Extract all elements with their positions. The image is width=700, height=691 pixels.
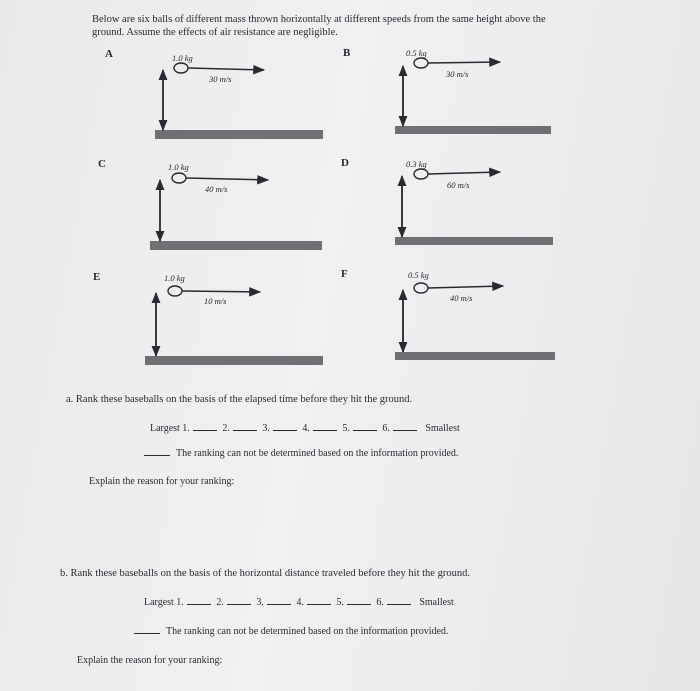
velocity-arrow-f [428, 286, 503, 288]
ground-c [150, 241, 322, 250]
not-determined-blank-b[interactable] [134, 624, 160, 634]
mass-d: 0.3 kg [406, 159, 427, 169]
ground-a [155, 130, 323, 139]
largest-label-b: Largest 1. [144, 597, 184, 608]
mass-b: 0.5 kg [406, 48, 427, 58]
diagram-d [395, 169, 553, 245]
mass-f: 0.5 kg [408, 270, 429, 280]
speed-a: 30 m/s [209, 74, 232, 84]
ball-b [414, 58, 428, 68]
mass-e: 1.0 kg [164, 273, 185, 283]
speed-f: 40 m/s [450, 293, 473, 303]
ball-e [168, 286, 182, 296]
rank-a-4-blank[interactable] [313, 421, 337, 431]
rank-a-3-blank[interactable] [273, 421, 297, 431]
explain-label-a: Explain the reason for your ranking: [89, 476, 235, 487]
ground-d [395, 237, 553, 245]
smallest-label-b: Smallest [419, 597, 454, 608]
ground-f [395, 352, 555, 360]
label-c: C [98, 158, 106, 170]
not-determined-row-a: The ranking can not be determined based on the information provided. [144, 446, 458, 459]
smallest-label-a: Smallest [425, 423, 460, 434]
mass-a: 1.0 kg [172, 53, 193, 63]
rank-a-1-blank[interactable] [193, 421, 217, 431]
velocity-arrow-c [186, 178, 268, 180]
rank-b-1-blank[interactable] [187, 595, 211, 605]
speed-c: 40 m/s [205, 184, 228, 194]
question-b: b. Rank these baseballs on the basis of the horizontal distance traveled before they hit the ground. [60, 568, 470, 579]
rank-b-4-blank[interactable] [307, 595, 331, 605]
velocity-arrow-a [188, 68, 264, 70]
question-a: a. Rank these baseballs on the basis of the elapsed time before they hit the ground. [66, 394, 413, 405]
rank-b-3-blank[interactable] [267, 595, 291, 605]
velocity-arrow-d [428, 172, 500, 174]
label-f: F [341, 268, 348, 280]
label-b: B [343, 47, 351, 59]
mass-c: 1.0 kg [168, 162, 189, 172]
label-a: A [105, 48, 113, 60]
rank-b-5-blank[interactable] [347, 595, 371, 605]
ranking-row-a: Largest 1. 2. 3. 4. 5. 6. Smallest [150, 423, 460, 434]
diagram-e [145, 286, 323, 365]
ball-d [414, 169, 428, 179]
diagram-a [155, 63, 323, 139]
not-determined-blank-a[interactable] [144, 446, 170, 456]
rank-b-2-blank[interactable] [227, 595, 251, 605]
label-e: E [93, 271, 101, 283]
rank-a-2-blank[interactable] [233, 421, 257, 431]
not-determined-row-b: The ranking can not be determined based on the information provided. [134, 624, 448, 637]
velocity-arrow-e [182, 291, 260, 292]
ranking-row-b: Largest 1. 2. 3. 4. 5. 6. Smallest [144, 597, 454, 608]
ground-b [395, 126, 551, 134]
velocity-arrow-b [428, 62, 500, 63]
diagram-c [150, 173, 322, 250]
explain-label-b: Explain the reason for your ranking: [77, 655, 223, 666]
diagram-f [395, 283, 555, 360]
speed-e: 10 m/s [204, 296, 227, 306]
largest-label-a: Largest 1. [150, 423, 190, 434]
ball-a [174, 63, 188, 73]
rank-a-5-blank[interactable] [353, 421, 377, 431]
intro-text: Below are six balls of different mass thrown horizontally at different speeds from the same height above the ground. Assume the effects of air resistance are negligible. [92, 14, 546, 38]
diagram-b [395, 58, 551, 134]
ball-f [414, 283, 428, 293]
speed-b: 30 m/s [446, 69, 469, 79]
rank-a-6-blank[interactable] [393, 421, 417, 431]
speed-d: 60 m/s [447, 180, 470, 190]
rank-b-6-blank[interactable] [387, 595, 411, 605]
label-d: D [341, 157, 349, 169]
ground-e [145, 356, 323, 365]
ball-c [172, 173, 186, 183]
